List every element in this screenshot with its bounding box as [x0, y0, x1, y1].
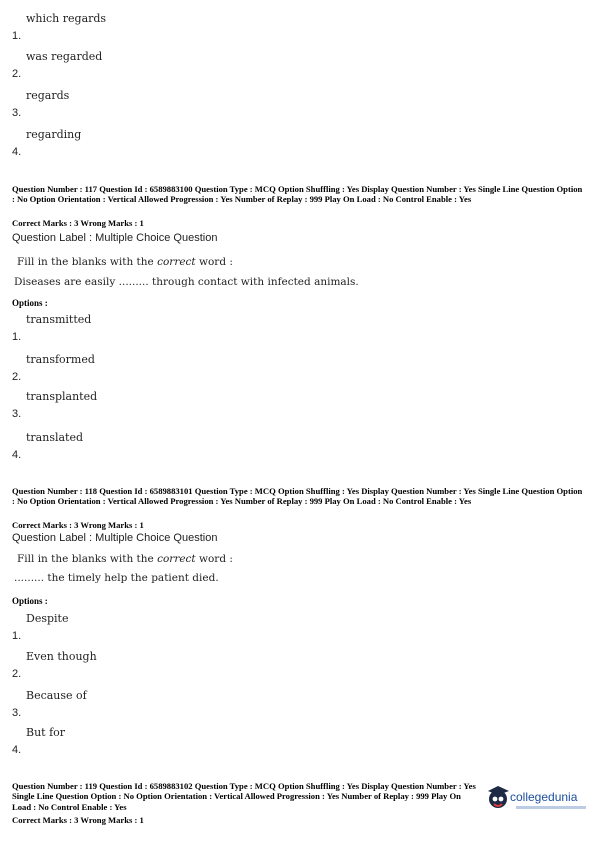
options-label: Options : — [12, 298, 48, 308]
instruction-emphasis: correct — [157, 553, 196, 565]
option-text: translated — [26, 431, 84, 444]
option-number: 1. — [12, 331, 22, 343]
option-text: was regarded — [26, 50, 103, 63]
option-number: 1. — [12, 630, 22, 642]
question-meta: Question Number : 119 Question Id : 6589883102 Question Type : MCQ Option Shuffling : Yes Display Question Number : Yes Single Line Question Option : No Option Orientation : Vertical Allowed Progression : Yes Number of Replay : 999 Play On Load : No Control Enable : Yes — [12, 781, 476, 812]
option-text: Even though — [26, 650, 97, 663]
brand-tagline-bar — [516, 806, 586, 809]
collegedunia-watermark — [486, 784, 590, 814]
q117-option-2[interactable] — [12, 353, 572, 383]
q117-option-3[interactable] — [12, 390, 572, 420]
option-text: which regards — [26, 12, 107, 25]
instruction-text: word : — [195, 256, 233, 268]
option-text: Because of — [26, 689, 87, 702]
instruction-emphasis: correct — [157, 256, 196, 268]
prev-option-4[interactable] — [12, 128, 572, 158]
option-number: 4. — [12, 146, 22, 158]
question-marks: Correct Marks : 3 Wrong Marks : 1 — [12, 815, 144, 825]
question-meta: Question Number : 117 Question Id : 6589883100 Question Type : MCQ Option Shuffling : Yes Display Question Number : Yes Single Line Question Option : No Option Orientation : Vertical Allowed Progression : Yes Number of Replay : 999 Play On Load : No Control Enable : Yes — [12, 184, 583, 205]
question-marks: Correct Marks : 3 Wrong Marks : 1 — [12, 520, 144, 530]
q118-option-2[interactable] — [12, 650, 572, 680]
option-text: regards — [26, 89, 70, 102]
option-text: transmitted — [26, 313, 92, 326]
q117-option-4[interactable] — [12, 431, 572, 461]
options-label: Options : — [12, 596, 48, 606]
question-label: Question Label : Multiple Choice Question — [12, 532, 218, 544]
prev-option-1[interactable] — [12, 12, 572, 42]
question-marks: Correct Marks : 3 Wrong Marks : 1 — [12, 218, 144, 228]
option-text: regarding — [26, 128, 82, 141]
option-number: 2. — [12, 68, 22, 80]
instruction-text: word : — [195, 553, 233, 565]
question-label: Question Label : Multiple Choice Question — [12, 232, 218, 244]
option-text: transformed — [26, 353, 95, 366]
question-instruction — [17, 256, 233, 268]
brand-name: collegedunia — [510, 790, 578, 804]
question-text: Diseases are easily ......... through contact with infected animals. — [14, 276, 359, 288]
option-number: 1. — [12, 30, 22, 42]
prev-option-3[interactable] — [12, 89, 572, 119]
option-text: transplanted — [26, 390, 98, 403]
question-meta: Question Number : 118 Question Id : 6589883101 Question Type : MCQ Option Shuffling : Yes Display Question Number : Yes Single Line Question Option : No Option Orientation : Vertical Allowed Progression : Yes Number of Replay : 999 Play On Load : No Control Enable : Yes — [12, 486, 583, 507]
option-number: 4. — [12, 449, 22, 461]
option-number: 3. — [12, 408, 22, 420]
instruction-text: Fill in the blanks with the — [17, 256, 158, 268]
option-number: 3. — [12, 707, 22, 719]
q117-option-1[interactable] — [12, 313, 572, 343]
question-instruction — [17, 553, 233, 565]
option-number: 2. — [12, 668, 22, 680]
question-text: ......... the timely help the patient died. — [14, 572, 219, 584]
q118-option-1[interactable] — [12, 612, 572, 642]
option-number: 3. — [12, 107, 22, 119]
prev-option-2[interactable] — [12, 50, 572, 80]
instruction-text: Fill in the blanks with the — [17, 553, 158, 565]
option-number: 2. — [12, 371, 22, 383]
option-text: Despite — [26, 612, 69, 625]
q118-option-4[interactable] — [12, 726, 572, 756]
graduate-mascot-icon — [486, 784, 512, 812]
q118-option-3[interactable] — [12, 689, 572, 719]
option-number: 4. — [12, 744, 22, 756]
option-text: But for — [26, 726, 66, 739]
